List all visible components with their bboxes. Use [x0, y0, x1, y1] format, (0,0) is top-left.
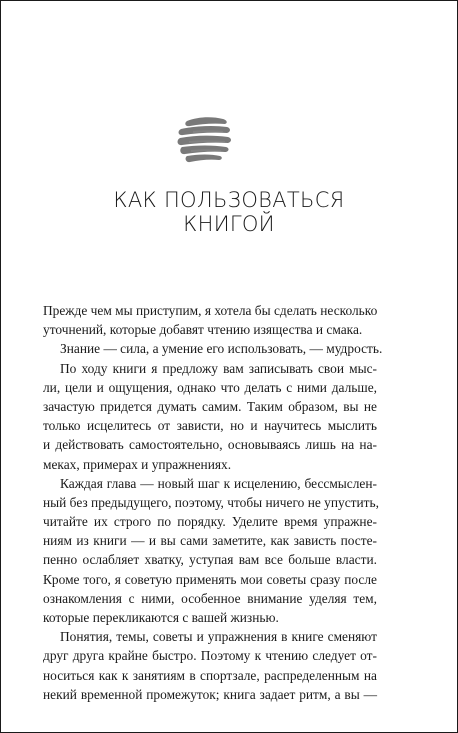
- text-line: читайте их строго по порядку. Уделите время упражне-: [43, 514, 377, 530]
- text-line: По ходу книги я предложу вам записывать свои мыс-: [60, 360, 377, 376]
- text-line: меках, примерах и упражнениях.: [43, 456, 232, 472]
- chapter-title-line-2: КНИГОЙ: [183, 212, 275, 236]
- text-line: Знание — сила, а умение его использовать, — мудрость.: [60, 341, 383, 357]
- chapter-title-line-1: КАК ПОЛЬЗОВАТЬСЯ: [113, 188, 345, 212]
- text-line: Прежде чем мы приступим, я хотела бы сделать несколько: [43, 303, 378, 318]
- text-line: Кроме того, я советую применять мои советы сразу после: [43, 571, 377, 587]
- text-line: уточнений, которые добавят чтению изящества и смака.: [43, 322, 363, 338]
- text-line: зачастую придется думать самим. Таким образом, вы не: [43, 398, 377, 414]
- text-line: пенно ослабляет хватку, уступая вам все больше власти.: [43, 552, 377, 568]
- text-line: ниям из книги — и вы сами заметите, как зависть посте-: [43, 533, 377, 549]
- text-line: только исцелитесь от зависти, но и научитесь мыслить: [43, 418, 377, 434]
- text-line: и действовать самостоятельно, основываясь лишь на на-: [43, 437, 377, 453]
- text-line: Понятия, темы, советы и упражнения в книге сменяют: [60, 629, 377, 645]
- brush-stroke-icon: [173, 111, 235, 169]
- text-line: которые перекликаются с вашей жизнью.: [43, 610, 279, 625]
- text-line: друг друга крайне быстро. Поэтому к чтению следует от-: [43, 648, 377, 664]
- text-line: носиться как к занятиям в спортзале, распределенным на: [43, 667, 377, 683]
- text-line: ознакомления с ними, особенное внимание уделяя тем,: [43, 590, 377, 606]
- text-line: ли, цели и ощущения, однако что делать с ними дальше,: [43, 379, 377, 395]
- text-line: ный без предыдущего, поэтому, чтобы ничего не упустить,: [43, 494, 379, 510]
- body-text: [43, 301, 383, 704]
- text-line: Каждая глава — новый шаг к исцелению, бессмыслен-: [60, 475, 377, 491]
- text-line: некий временной промежуток; книга задает ритм, а вы —: [43, 686, 377, 702]
